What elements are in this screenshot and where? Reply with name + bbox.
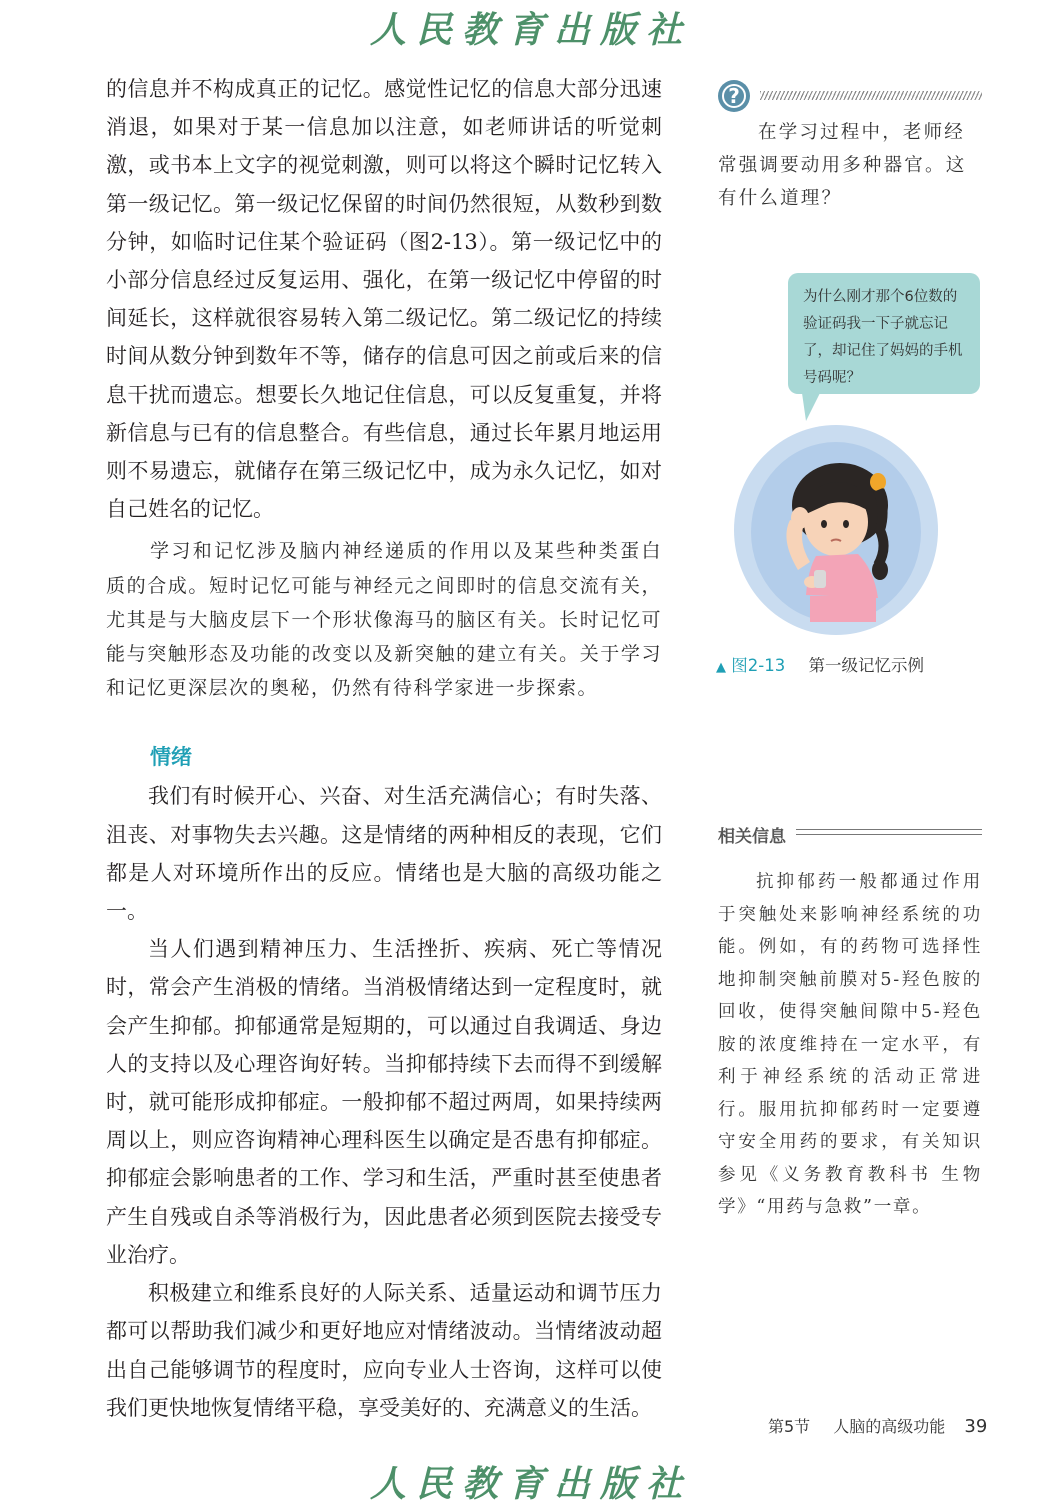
page-footer bbox=[768, 1414, 988, 1437]
footer-title: 人脑的高级功能 bbox=[833, 1417, 946, 1436]
paragraph-emotion-intro: 我们有时候开心、兴奋、对生活充满信心；有时失落、沮丧、对事物失去兴趣。这是情绪的两种相反的表现，它们都是人对环境所作出的反应。情绪也是大脑的高级功能之一。 bbox=[106, 784, 662, 924]
speech-bubble-text: 为什么刚才那个6位数的验证码我一下子就忘记了，却记住了妈妈的手机号码呢？ bbox=[803, 289, 963, 386]
think-header bbox=[718, 80, 982, 112]
related-info-title: 相关信息 bbox=[718, 827, 786, 847]
paragraph-memory-levels: 的信息并不构成真正的记忆。感觉性记忆的信息大部分迅速消退，如果对于某一信息加以注意，如老师讲话的听觉刺激，或书本上文字的视觉刺激，则可以将这个瞬时记忆转入第一级记忆。第一级记忆保留的时间仍然很短，从数秒到数分钟，如临时记住某个验证码（图2-13）。第一级记忆中的小部分信息经过反复运用、强化，在第一级记忆中停留的时间延长，这样就很容易转入第二级记忆。第二级记忆的持续时间从数分钟到数年不等，储存的信息可因之前或后来的信息干扰而遗忘。想要长久地记住信息，可以反复重复，并将新信息与已有的信息整合。有些信息，通过长年累月地运用则不易遗忘，就储存在第三级记忆中，成为永久记忆，如对自己姓名的记忆。 bbox=[106, 77, 662, 522]
related-info-header bbox=[718, 822, 982, 848]
triangle-icon: ▲ bbox=[716, 660, 726, 675]
related-info-text: 抗抑郁药一般都通过作用于突触处来影响神经系统的功能。例如，有的药物可选择性地抑制突触前膜对5-羟色胺的回收，使得突触间隙中5-羟色胺的浓度维持在一定水平，有利于神经系统的活动正常进行。服用抗抑郁药时一定要遵守安全用药的要求，有关知识参见《义务教育教科书 生物学》“用药与急救”一章。 bbox=[718, 872, 982, 1217]
main-column bbox=[106, 70, 662, 1427]
think-question: 在学习过程中，老师经常强调要动用多种器官。这有什么道理？ bbox=[718, 122, 967, 209]
paragraph-coping: 积极建立和维系良好的人际关系、适量运动和调节压力都可以帮助我们减少和更好地应对情绪波动。当情绪波动超出自己能够调节的程度时，应向专业人士咨询，这样可以使我们更快地恢复情绪平稳，享受美好的、充满意义的生活。 bbox=[106, 1281, 662, 1420]
figure-number: 图2-13 bbox=[731, 656, 786, 675]
speech-bubble-tail bbox=[802, 393, 820, 421]
speech-bubble bbox=[788, 273, 980, 394]
paragraph-learning-memory-mechanism: 学习和记忆涉及脑内神经递质的作用以及某些种类蛋白质的合成。短时记忆可能与神经元之间即时的信息交流有关，尤其是与大脑皮层下一个形状像海马的脑区有关。长时记忆可能与突触形态及功能的改变以及新突触的建立有关。关于学习和记忆更深层次的奥秘，仍然有待科学家进一步探索。 bbox=[106, 540, 662, 700]
figure-caption-text: 第一级记忆示例 bbox=[808, 656, 924, 675]
footer-section: 第5节 bbox=[768, 1417, 811, 1436]
related-info-rule bbox=[796, 829, 982, 835]
page-number: 39 bbox=[964, 1416, 988, 1437]
hatch-divider bbox=[760, 91, 982, 100]
girl-illustration bbox=[728, 420, 938, 645]
question-icon: ? bbox=[718, 80, 750, 112]
figure-caption bbox=[716, 652, 986, 676]
publisher-watermark-bottom: 人民教育出版社 bbox=[369, 1463, 692, 1505]
publisher-watermark-top: 人民教育出版社 bbox=[369, 9, 692, 51]
paragraph-depression: 当人们遇到精神压力、生活挫折、疾病、死亡等情况时，常会产生消极的情绪。当消极情绪达到一定程度时，就会产生抑郁。抑郁通常是短期的，可以通过自我调适、身边人的支持以及心理咨询好转。当抑郁持续下去而得不到缓解时，就可能形成抑郁症。一般抑郁不超过两周，如果持续两周以上，则应咨询精神心理科医生以确定是否患有抑郁症。抑郁症会影响患者的工作、学习和生活，严重时甚至使患者产生自残或自杀等消极行为，因此患者必须到医院去接受专业治疗。 bbox=[106, 937, 662, 1267]
section-title-emotion: 情绪 bbox=[150, 745, 192, 770]
